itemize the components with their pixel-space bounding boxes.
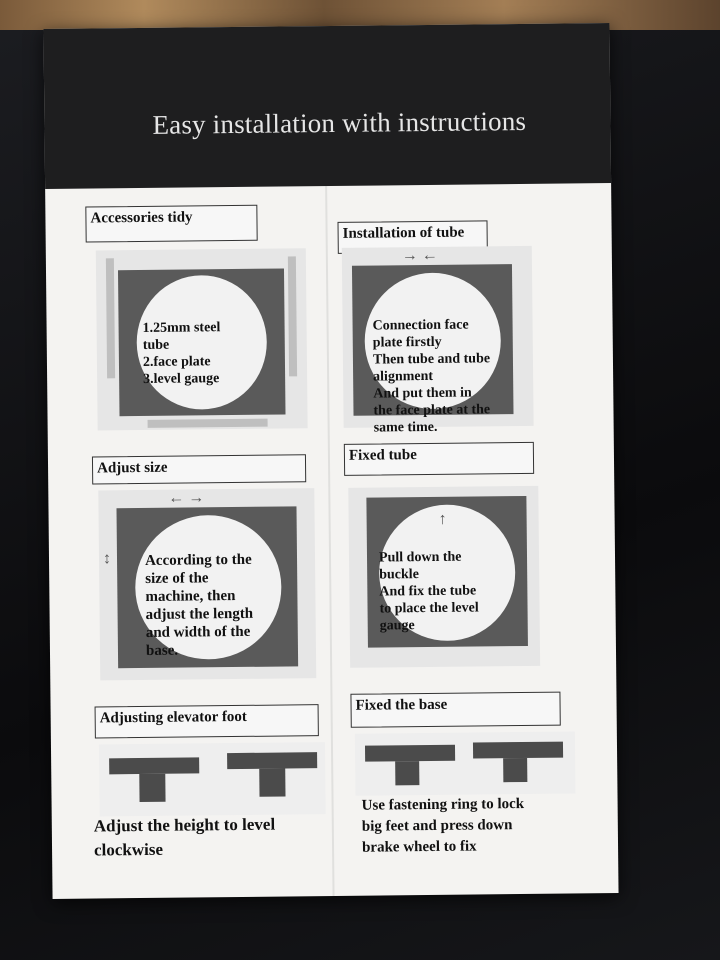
installation-diagram: → ← <box>342 246 534 428</box>
section-desc-adjust-size: According to the size of the machine, then adjust the length and width of the base. <box>144 551 254 659</box>
section-label-fixed-base: Fixed the base <box>350 692 560 728</box>
page-title: Easy installation with instructions <box>152 105 527 140</box>
section-desc-elevator-foot: Adjust the height to level clockwise <box>93 814 276 860</box>
fixed-tube-diagram: ↑ <box>348 486 540 668</box>
adjust-size-diagram: ← → ↕ <box>98 488 316 680</box>
fixed-base-diagram <box>355 731 576 795</box>
section-desc-installation: Connection face plate firstly Then tube and tube alignment And put them in the face plate at the same time. <box>372 317 491 436</box>
section-label-adjust-size: Adjust size <box>92 454 306 484</box>
paper-fold <box>325 186 334 896</box>
title-banner <box>43 23 611 189</box>
section-label-installation: Installation of tube <box>337 220 487 254</box>
section-desc-fixed-tube: Pull down the buckle And fix the tube to place the level gauge <box>378 549 479 634</box>
section-desc-fixed-base: Use fastening ring to lock big feet and press down brake wheel to fix <box>361 795 525 856</box>
section-desc-accessories: 1.25mm steel tube 2.face plate 3.level gauge <box>142 320 221 387</box>
section-label-elevator-foot: Adjusting elevator foot <box>95 704 319 738</box>
section-label-accessories: Accessories tidy <box>85 205 257 243</box>
instruction-sheet <box>43 23 618 899</box>
section-label-fixed-tube: Fixed tube <box>344 442 534 476</box>
elevator-foot-diagram <box>99 742 326 816</box>
